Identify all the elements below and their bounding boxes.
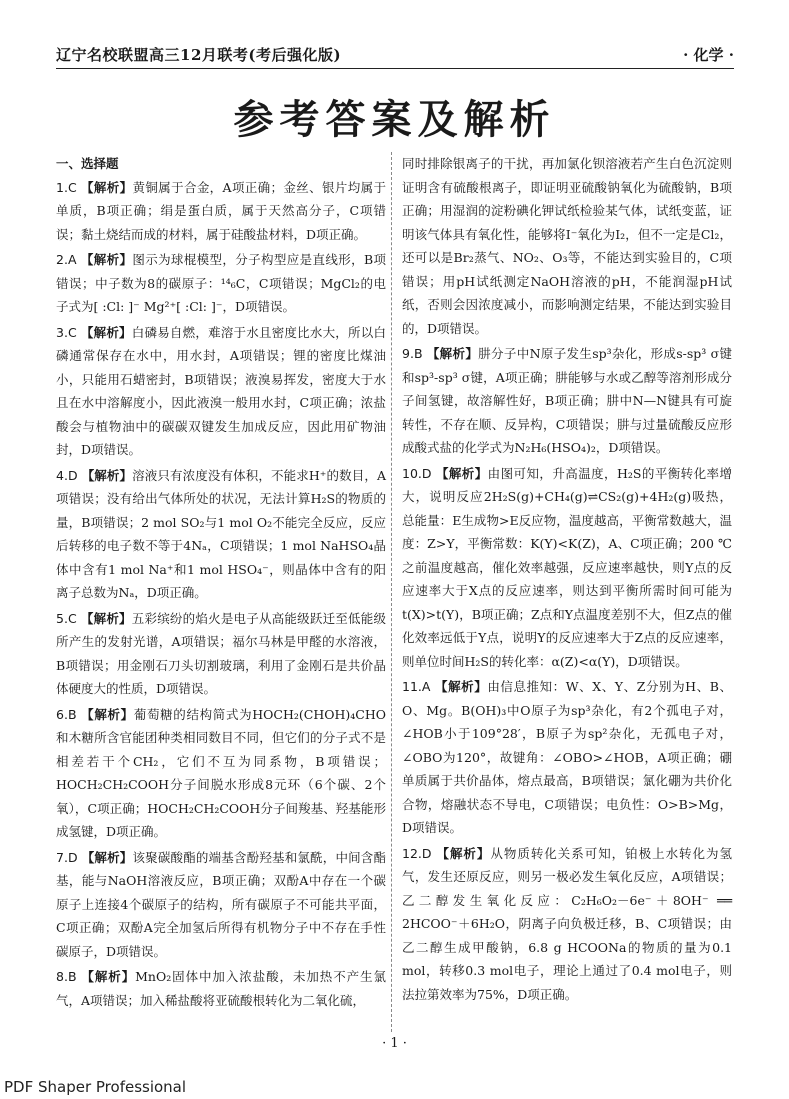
analysis-text: 由信息推知：W、X、Y、Z分别为H、B、O、Mg。B(OH)₃中O原子为sp³杂化，有2个孤电子对，∠HOB小于109°28′，B原子为sp²杂化，无孤电子对，∠OBO为120°，故键角：∠OBO>∠HOB，A项正确；硼单质属于共价晶体，熔点最高，B项错误；氯化硼为共价化合物，熔融状态不导电，C项错误；电负性：O>B>Mg，D项错误。	[402, 679, 732, 835]
analysis-tag: 【解析】	[81, 179, 133, 195]
analysis-tag: 【解析】	[81, 849, 133, 865]
answer-letter: B	[67, 969, 77, 984]
question-number: 3.	[56, 324, 68, 340]
analysis-tag: 【解析】	[435, 465, 488, 481]
analysis-tag: 【解析】	[426, 346, 479, 361]
answer-item	[56, 176, 386, 247]
question-number: 2.	[56, 252, 68, 267]
left-column	[56, 152, 386, 1014]
analysis-tag: 【解析】	[80, 324, 132, 340]
analysis-tag: 【解析】	[80, 610, 132, 626]
question-number: 8.	[56, 969, 68, 984]
analysis-tag: 【解析】	[436, 845, 491, 861]
answer-letter: A	[421, 679, 431, 694]
column-divider	[391, 152, 392, 1032]
answer-letter: D	[421, 465, 432, 481]
answer-letter: A	[67, 252, 77, 267]
page-number: · 1 ·	[382, 1036, 407, 1051]
question-number: 11.	[402, 679, 422, 694]
answer-letter: C	[67, 324, 77, 340]
analysis-tag: 【解析】	[81, 969, 136, 984]
analysis-text: 同时排除银离子的干扰，再加氯化钡溶液若产生白色沉淀则证明含有硫酸根离子，即证明亚硫酸钠氧化为硫酸钠，B项正确；用湿润的淀粉碘化钾试纸检验某气体，试纸变蓝，证明该气体具有氧化性，能够将I⁻氧化为I₂，但不一定是Cl₂，还可以是Br₂蒸气、NO₂、O₃等，不能达到实验目的，C项错误；用pH试纸测定NaOH溶液的pH，不能润湿pH试纸，否则会因浓度减小，而影响测定结果，不能达到实验目的，D项错误。	[402, 156, 732, 336]
answer-item	[56, 846, 386, 964]
analysis-text: 图示为球棍模型，分子构型应是直线形，B项错误；中子数为8的碳原子：¹⁴₆C，C项错误；MgCl₂的电子式为[ :Cl: ]⁻ Mg²⁺[ :Cl: ]⁻，D项错误。	[56, 252, 386, 314]
analysis-tag: 【解析】	[435, 679, 488, 694]
section-heading: 一、选择题	[56, 156, 119, 171]
subject-label: · 化学 ·	[683, 46, 734, 64]
analysis-tag: 【解析】	[80, 252, 133, 267]
analysis-tag: 【解析】	[81, 706, 134, 722]
answer-item	[56, 607, 386, 701]
answer-item	[56, 321, 386, 462]
analysis-text: 从物质转化关系可知，铂极上水转化为氢气，发生还原反应，则另一极必发生氧化反应，A项错误；乙二醇发生氧化反应：C₂H₆O₂－6e⁻＋8OH⁻ ══ 2HCOO⁻＋6H₂O，阴离子向负极迁移，B、C项错误；由乙二醇生成甲酸钠，6.8 g HCOONa的物质的量为0.1 mol，转移0.3 mol电子，理论上通过了0.4 mol电子，则法拉第效率为75%，D项正确。	[402, 845, 732, 1002]
answer-letter: C	[67, 610, 77, 626]
analysis-text: 葡萄糖的结构简式为HOCH₂(CHOH)₄CHO和木糖所含官能团种类相同数目不同，但它们的分子式不是相差若干个CH₂，它们不互为同系物，B项错误；HOCH₂CH₂COOH分子间脱水形成8元环（6个碳、2个氧），C项正确；HOCH₂CH₂COOH分子间羧基、羟基能形成氢键，D项正确。	[56, 706, 386, 839]
answer-letter: D	[67, 467, 78, 483]
question-number: 1.	[56, 179, 68, 195]
analysis-text: 该聚碳酸酯的端基含酚羟基和氯酰，中间含酯基，能与NaOH溶液反应，B项正确；双酚A中存在一个碳原子上连接4个碳原子的结构，所有碳原子不可能共平面，C项正确；双酚A完全加氢后所得有机物分子中不存在手性碳原子，D项错误。	[56, 849, 386, 959]
question-number: 4.	[56, 467, 68, 483]
question-number: 6.	[56, 706, 68, 722]
question-number: 5.	[56, 610, 68, 626]
analysis-text: 溶液只有浓度没有体积，不能求H⁺的数目，A项错误；没有给出气体所处的状况，无法计算H₂S的物质的量，B项错误；2 mol SO₂与1 mol O₂不能完全反应，反应后转移的电子数不等于4Nₐ，C项错误；1 mol NaHSO₄晶体中含有1 mol Na⁺和1 mol HSO₄⁻，则晶体中含有的阳离子总数为Nₐ，D项正确。	[56, 467, 386, 600]
question-number: 10.	[402, 465, 422, 481]
answer-letter: B	[67, 706, 77, 722]
answer-letter: C	[67, 179, 77, 195]
analysis-text: 肼分子中N原子发生sp³杂化，形成s-sp³ σ键和sp³-sp³ σ键，A项正确；肼能够与水或乙醇等溶剂形成分子间氢键，故溶解性好，B项正确；肼中N—N键具有可旋转性，不存在顺、反异构，C项错误；肼与过量硫酸反应形成酸式盐的化学式为N₂H₆(HSO₄)₂，D项错误。	[402, 346, 732, 455]
analysis-text: 五彩缤纷的焰火是电子从高能级跃迁至低能级所产生的发射光谱，A项错误；福尔马林是甲醛的水溶液，B项错误；用金刚石刀头切割玻璃，利用了金刚石是共价晶体硬度大的性质，D项错误。	[56, 610, 386, 696]
answer-item	[402, 342, 732, 460]
answer-letter: D	[421, 845, 432, 861]
answer-item	[402, 462, 732, 674]
page-header	[56, 38, 734, 69]
question-number: 9.	[402, 346, 414, 361]
answer-item	[56, 965, 386, 1012]
answer-item	[56, 703, 386, 844]
answer-letter: D	[67, 849, 78, 865]
answer-item	[56, 248, 386, 319]
answer-item	[402, 675, 732, 840]
analysis-text: MnO₂固体中加入浓盐酸，未加热不产生氯气，A项错误；加入稀盐酸将亚硫酸根转化为二氧化硫，	[56, 969, 386, 1008]
analysis-text: 白磷易自燃，难溶于水且密度比水大，所以白磷通常保存在水中，用水封，A项错误；锂的密度比煤油小，只能用石蜡密封，B项错误；液溴易挥发，密度大于水且在水中溶解度小，因此液溴一般用水封，C项正确；浓盐酸会与植物油中的碳碳双键发生加成反应，因此用矿物油封，D项错误。	[56, 324, 386, 457]
right-column	[402, 152, 732, 1008]
answer-item	[402, 152, 732, 340]
exam-title: 辽宁名校联盟高三12月联考(考后强化版)	[56, 46, 342, 64]
analysis-text: 黄铜属于合金，A项正确；金丝、银片均属于单质，B项正确；绢是蛋白质，属于天然高分子，C项错误；黏土烧结而成的材料，属于硅酸盐材料，D项正确。	[56, 179, 386, 242]
question-number: 12.	[402, 845, 422, 861]
page-title: 参考答案及解析	[233, 97, 556, 143]
watermark: PDF Shaper Professional	[4, 1078, 187, 1096]
question-number: 7.	[56, 849, 68, 865]
answer-item	[56, 464, 386, 605]
analysis-tag: 【解析】	[81, 467, 133, 483]
answer-item	[402, 842, 732, 1007]
answer-letter: B	[413, 346, 423, 361]
analysis-text: 由图可知，升高温度，H₂S的平衡转化率增大，说明反应2H₂S(g)+CH₄(g)⇌CS₂(g)+4H₂(g)吸热，总能量：E生成物>E反应物，温度越高，平衡常数越大，温度：Z>Y，平衡常数：K(Y)<K(Z)，A、C项正确；200 ℃之前温度越高，催化效率越强，反应速率越快，则Y点的反应速率大于X点的反应速率，则达到平衡所需时间可能为t(X)>t(Y)，B项正确；Z点和Y点温度差别不大，但Z点的催化效率远低于Y点，说明Y的反应速率大于Z点的反应速率，则单位时间H₂S的转化率：α(Z)<α(Y)，D项错误。	[402, 465, 732, 669]
